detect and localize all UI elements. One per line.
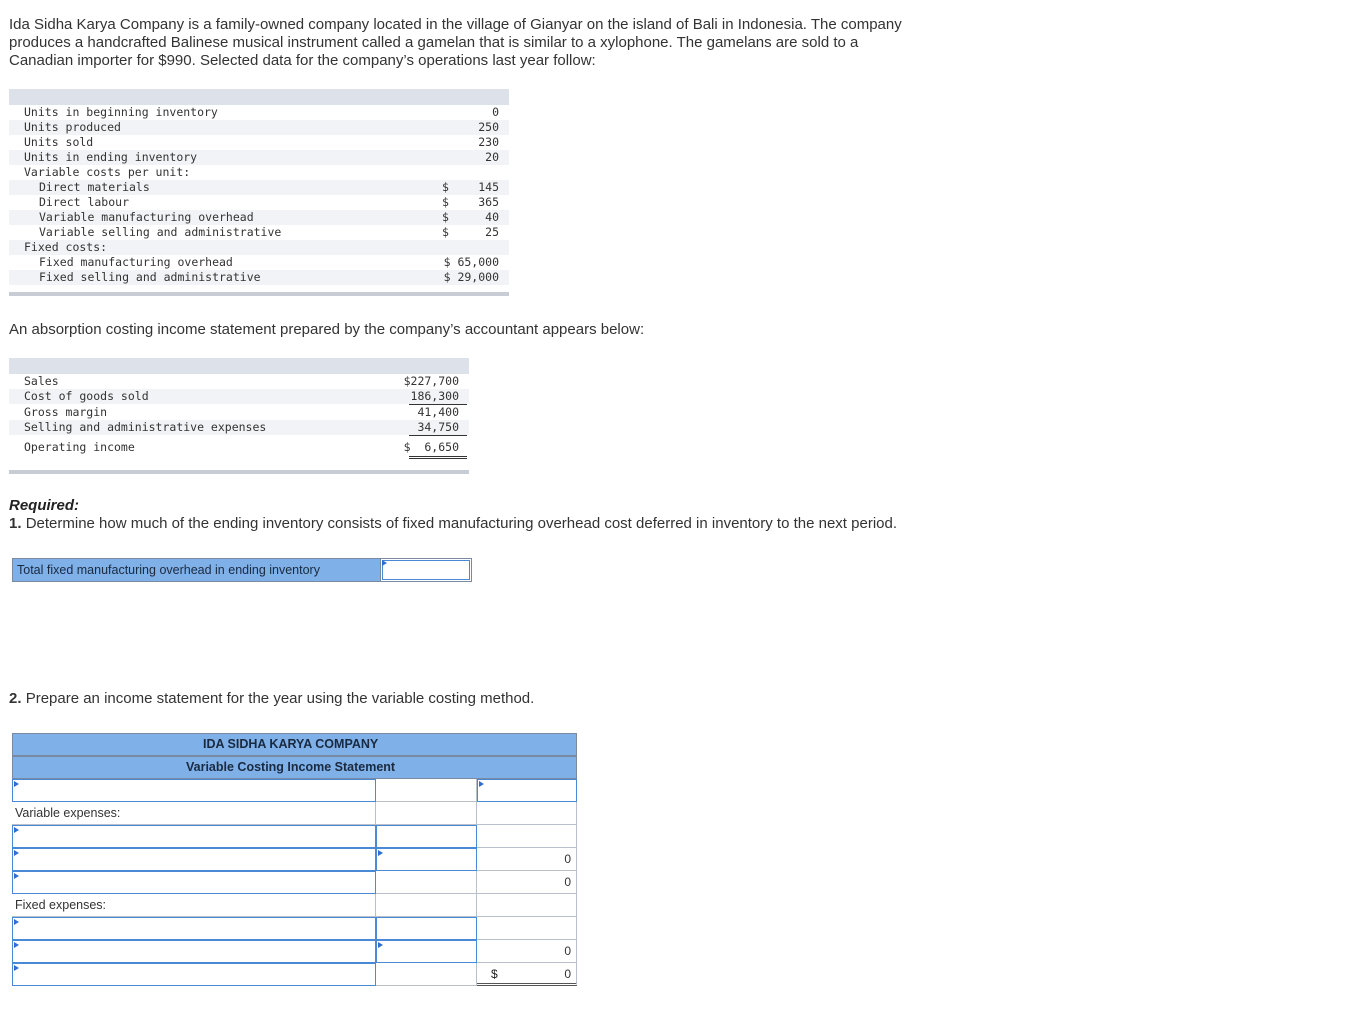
row-value: 230 [478,135,499,149]
row-amount-input[interactable] [376,940,477,963]
row-label: Units in beginning inventory [24,105,218,119]
statement-row-gross-margin [9,405,469,420]
data-table-row [9,180,509,195]
total-value: 0 [564,875,571,889]
statement-title-header [12,756,577,779]
double-rule-bottom [409,458,467,459]
total-cell [477,848,577,871]
input-flag-icon [14,827,19,833]
row-currency: $ [442,195,449,209]
row-label: Units in ending inventory [24,150,198,164]
data-table-row [9,135,509,150]
answer-1-input-box[interactable] [382,560,470,580]
statement-row-cogs [9,389,469,404]
row-label-input[interactable] [12,825,376,848]
question-1-number: 1. [9,515,22,532]
row-empty-cell [477,825,577,848]
subtotal-rule [409,435,467,436]
double-rule-top [409,456,467,457]
row-label-input[interactable] [12,963,376,986]
fixed-expense-row-2 [12,940,577,963]
intro-paragraph [9,16,902,70]
company-header [12,733,577,756]
table-bottom-rule [9,292,509,296]
data-table-row [9,150,509,165]
row-label: Variable selling and administrative [39,225,282,239]
row-label: Cost of goods sold [24,389,149,403]
data-table-row [9,165,509,180]
final-total-value: 0 [564,967,571,981]
data-table-row [9,240,509,255]
data-table-row [9,210,509,225]
input-flag-icon [14,919,19,925]
row-label: Fixed selling and administrative [39,270,261,284]
row-value: 20 [485,150,499,164]
answer-1-input[interactable] [380,559,471,581]
question-1 [9,515,897,533]
row-label-input[interactable] [12,871,376,894]
intro-line-2: produces a handcrafted Balinese musical instrument called a gamelan that is similar to a xylophone. The gamelans are sold to a [9,34,859,51]
row-label: Gross margin [24,405,108,419]
input-flag-icon [382,560,387,566]
statement-row-1 [12,779,577,802]
input-flag-icon [14,873,19,879]
data-table-row [9,195,509,210]
statement-row-sales [9,374,469,389]
question-2 [9,690,534,708]
row-value: $ 6,650 [403,440,459,454]
row-value: 40 [485,210,499,224]
row-amount-input[interactable] [376,825,477,848]
fixed-expense-row-1 [12,917,577,940]
total-cell [477,871,577,894]
intro-line-3: Canadian importer for $990. Selected data for the company’s operations last year follow: [9,52,596,69]
total-value: 0 [564,852,571,866]
row-amount-input[interactable] [477,779,577,802]
input-flag-icon [378,850,383,856]
row-empty-cell [376,871,477,894]
row-value: 145 [478,180,499,194]
row-label: Selling and administrative expenses [24,420,267,434]
question-1-text: Determine how much of the ending inventory consists of fixed manufacturing overhead cost deferred in inventory to the next period. [25,515,898,532]
row-value: $ 65,000 [443,255,499,269]
currency-symbol: $ [491,967,498,981]
row-label: Fixed costs: [24,240,108,254]
data-table-row [9,255,509,270]
operations-data-table [9,89,509,299]
data-table-row [9,270,509,285]
row-label: Units sold [24,135,94,149]
row-label-input[interactable] [12,940,376,963]
row-label-input[interactable] [12,917,376,940]
row-currency: $ [442,180,449,194]
row-currency: $ [442,210,449,224]
absorption-intro: An absorption costing income statement prepared by the company’s accountant appears below: [9,321,645,338]
row-label: Direct materials [39,180,150,194]
input-flag-icon [14,942,19,948]
fixed-expenses-row [12,894,577,917]
row-empty-cell [477,802,577,825]
variable-expense-row-2 [12,848,577,871]
statement-row-operating-income [9,440,469,455]
question-2-number: 2. [9,690,22,707]
variable-expenses-label: Variable expenses: [15,806,121,820]
intro-line-1: Ida Sidha Karya Company is a family-owned company located in the village of Gianyar on the island of Bali in Indonesia. The company [9,16,902,33]
row-empty-cell [376,894,477,917]
variable-expense-row-1 [12,825,577,848]
data-table-row [9,120,509,135]
row-empty-cell [477,894,577,917]
data-table-row [9,105,509,120]
data-table-row [9,225,509,240]
statement-bottom-rule [9,470,469,474]
row-value: 34,750 [417,420,459,434]
row-empty-cell [477,917,577,940]
table-header-bar [9,89,509,105]
row-label: Fixed manufacturing overhead [39,255,233,269]
row-label: Operating income [24,440,135,454]
statement-row-selling-admin [9,420,469,435]
question-2-text: Prepare an income statement for the year using the variable costing method. [25,690,535,707]
row-label: Variable costs per unit: [24,165,191,179]
statement-title: Variable Costing Income Statement [186,760,396,774]
variable-expenses-cell [12,802,376,825]
required-heading: Required: [9,497,80,514]
net-operating-income-row [12,963,577,986]
row-value: 250 [478,120,499,134]
row-value: 25 [485,225,499,239]
answer-1-row [12,558,472,582]
row-value: $227,700 [403,374,459,388]
row-empty-cell [376,963,477,986]
final-total-cell [477,963,577,986]
variable-expenses-row [12,802,577,825]
row-value: 186,300 [410,389,459,403]
input-flag-icon [479,781,484,787]
row-label: Sales [24,374,59,388]
total-value: 0 [564,944,571,958]
row-label-input[interactable] [12,848,376,871]
row-value: 0 [492,105,499,119]
row-label: Variable manufacturing overhead [39,210,254,224]
fixed-expenses-label: Fixed expenses: [15,898,107,912]
input-flag-icon [378,942,383,948]
row-empty-cell [376,802,477,825]
input-flag-icon [14,781,19,787]
row-amount-input[interactable] [376,917,477,940]
row-value: 365 [478,195,499,209]
total-cell [477,940,577,963]
row-value: $ 29,000 [443,270,499,284]
row-amount-input[interactable] [376,848,477,871]
company-name: IDA SIDHA KARYA COMPANY [203,737,379,751]
row-value: 41,400 [417,405,459,419]
row-empty-cell [376,779,477,802]
row-label: Direct labour [39,195,130,209]
input-flag-icon [14,850,19,856]
fixed-expenses-cell [12,894,376,917]
row-currency: $ [442,225,449,239]
contribution-margin-row [12,871,577,894]
statement-header-bar [9,358,469,374]
row-label: Units produced [24,120,121,134]
row-label-input[interactable] [12,779,376,802]
answer-1-label: Total fixed manufacturing overhead in ending inventory [13,559,380,581]
input-flag-icon [14,965,19,971]
